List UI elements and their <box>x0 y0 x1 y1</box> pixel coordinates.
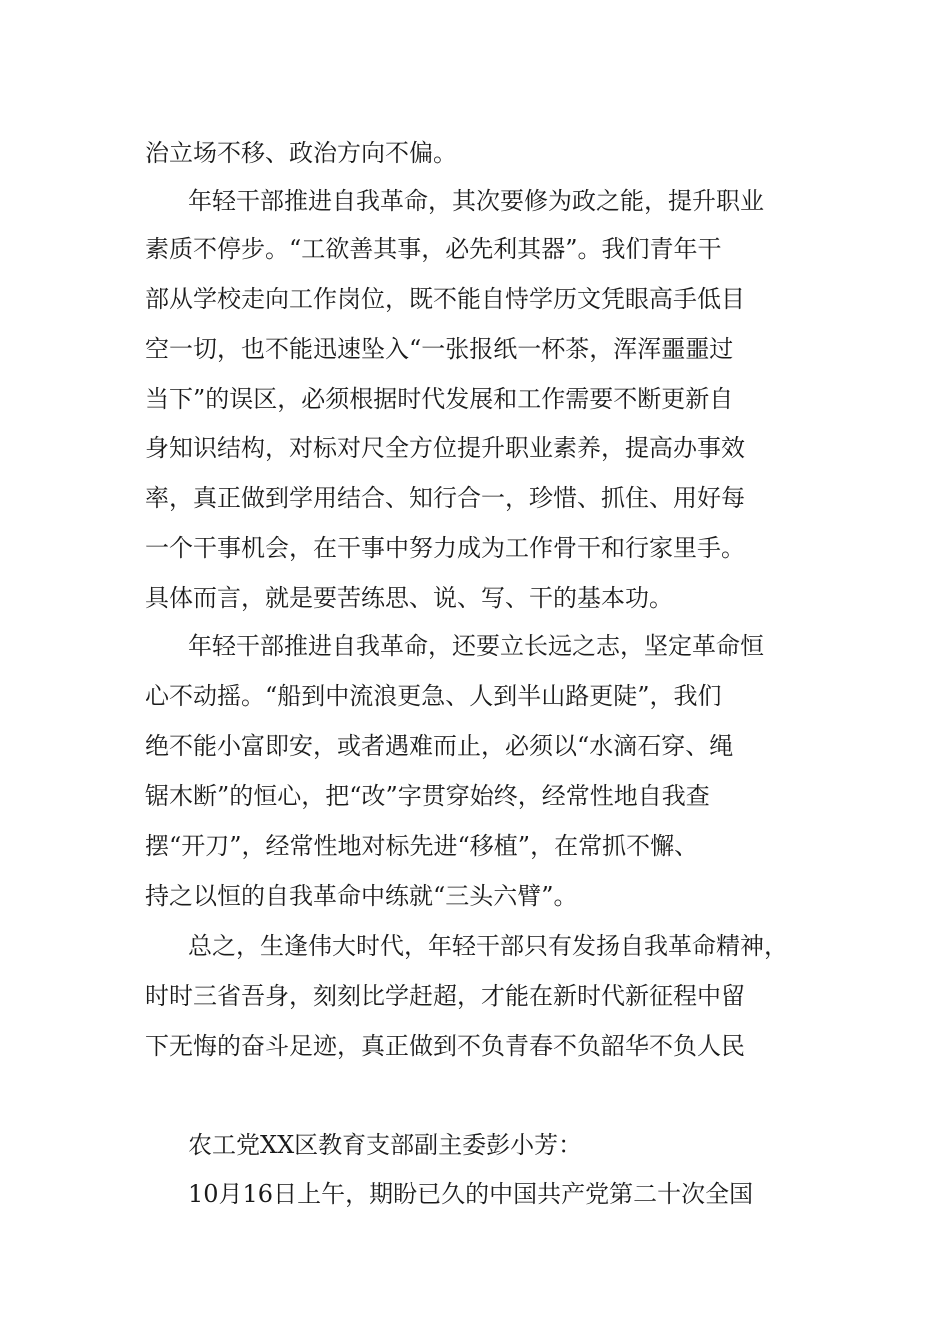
text-line-7: 身知识结构，对标对尺全方位提升职业素养，提高办事效 <box>145 434 745 462</box>
text-line-19: 下无悔的奋斗足迹，真正做到不负青春不负韶华不负人民 <box>145 1032 745 1060</box>
text-line-3: 素质不停步。“工欲善其事，必先利其器”。我们青年干 <box>145 235 722 263</box>
author-heading: 农工党XX区教育支部副主委彭小芳： <box>188 1131 583 1159</box>
text-line-18: 时时三省吾身，刻刻比学赶超，才能在新时代新征程中留 <box>145 982 745 1010</box>
paragraph-start-4: 总之，生逢伟大时代，年轻干部只有发扬自我革命精神， <box>188 932 788 960</box>
text-line-10: 具体而言，就是要苦练思、说、写、干的基本功。 <box>145 584 673 612</box>
text-line-8: 率，真正做到学用结合、知行合一，珍惜、抓住、用好每 <box>145 484 745 512</box>
text-line-5: 空一切，也不能迅速坠入“一张报纸一杯茶，浑浑噩噩过 <box>145 335 734 363</box>
text-line-4: 部从学校走向工作岗位，既不能自恃学历文凭眼高手低目 <box>145 285 745 313</box>
text-line-12: 心不动摇。“船到中流浪更急、人到半山路更陡”，我们 <box>145 682 722 710</box>
text-line-9: 一个干事机会，在干事中努力成为工作骨干和行家里手。 <box>145 534 745 562</box>
paragraph-start-3: 年轻干部推进自我革命，还要立长远之志，坚定革命恒 <box>188 632 764 660</box>
paragraph-gap <box>145 1076 835 1116</box>
text-line-15: 摆“开刀”，经常性地对标先进“移植”，在常抓不懈、 <box>145 832 699 860</box>
text-line-14: 锯木断”的恒心，把“改”字贯穿始终，经常性地自我查 <box>145 782 710 810</box>
text-line-6: 当下”的误区，必须根据时代发展和工作需要不断更新自 <box>145 385 734 413</box>
paragraph-start-5: 10月16日上午，期盼已久的中国共产党第二十次全国 <box>188 1180 754 1208</box>
paragraph-start-2: 年轻干部推进自我革命，其次要修为政之能，提升职业 <box>188 187 764 215</box>
text-line-1: 治立场不移、政治方向不偏。 <box>145 139 457 167</box>
text-line-13: 绝不能小富即安，或者遇难而止，必须以“水滴石穿、绳 <box>145 732 734 760</box>
text-line-16: 持之以恒的自我革命中练就“三头六臂”。 <box>145 882 578 910</box>
